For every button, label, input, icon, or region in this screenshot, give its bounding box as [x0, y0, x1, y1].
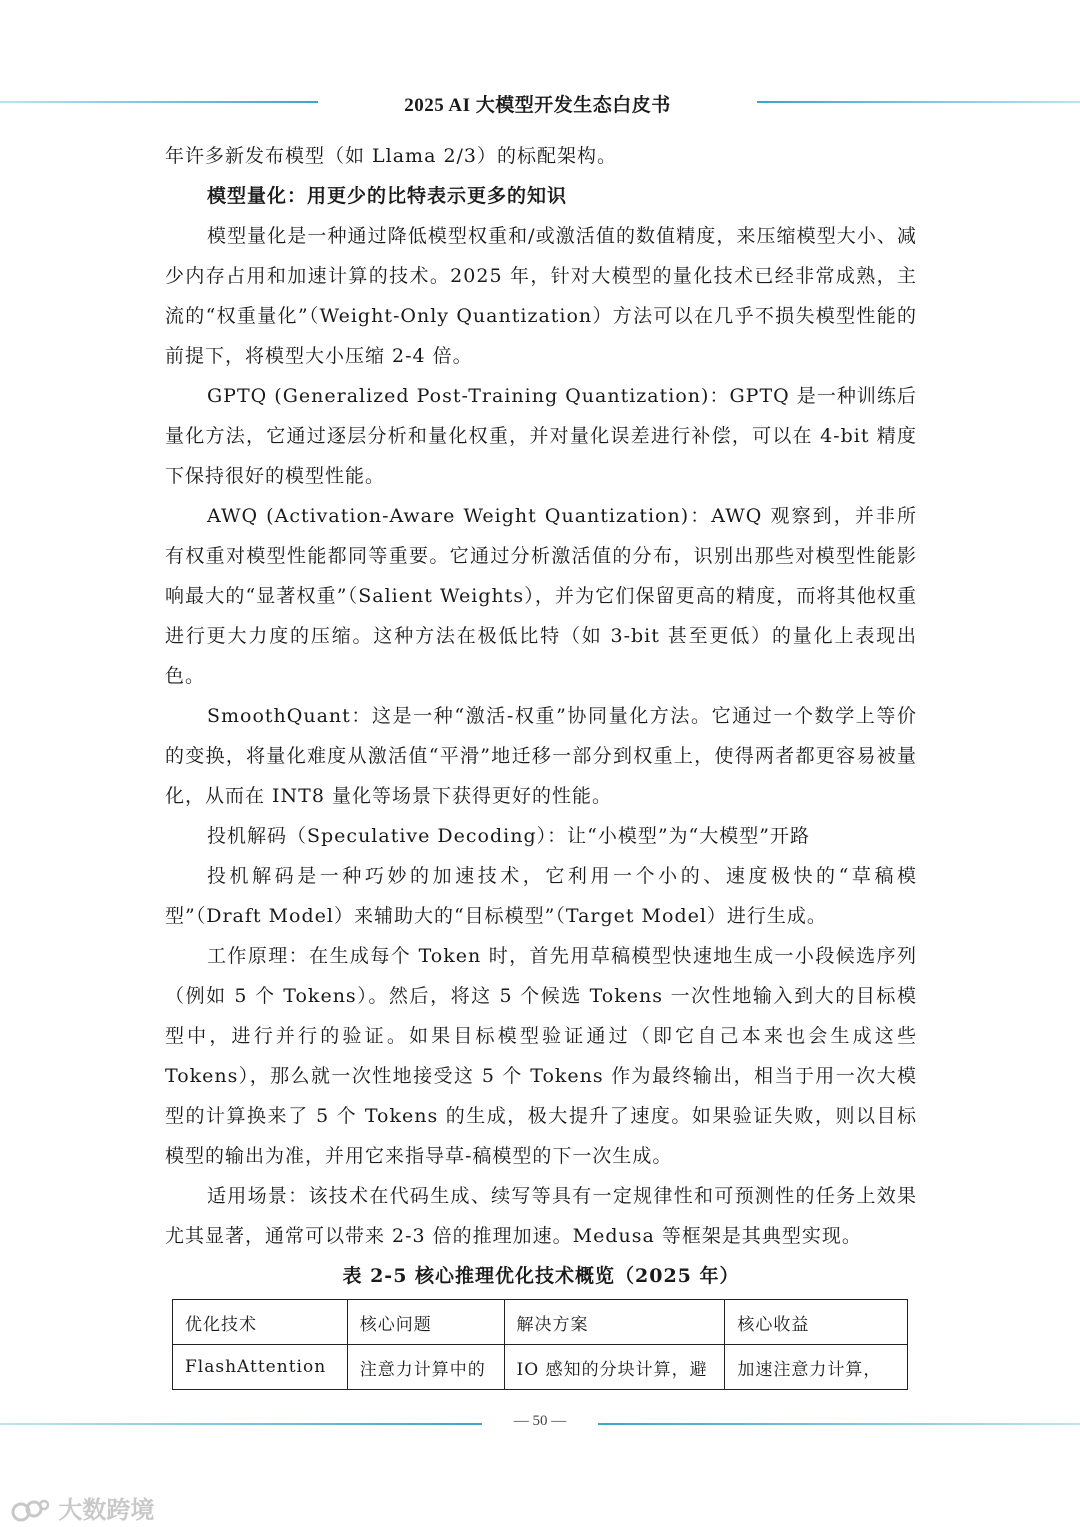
- paragraph-working-principle: 工作原理：在生成每个 Token 时，首先用草稿模型快速地生成一小段候选序列（例如 5 个 Tokens）。然后，将这 5 个候选 Tokens 一次性地输入到大的目标模型中，进行并行的验证。如果目标模型验证通过（即它自己本来也会生成这些 Tokens），那么就一次性地接受这 5 个 Tokens 作为最终输出，相当于用一次大模型的计算换来了 5 个 Tokens 的生成，极大提升了速度。如果验证失败，则以目标模型的输出为准，并用它来指导草-稿模型的下一次生成。: [165, 945, 917, 1167]
- table-cell: 注意力计算中的: [347, 1345, 504, 1390]
- paragraph-quantization-intro: 模型量化是一种通过降低模型权重和/或激活值的数值精度，来压缩模型大小、减少内存占用和加速计算的技术。2025 年，针对大模型的量化技术已经非常成熟，主流的“权重量化”（Weight-Only Quantization）方法可以在几乎不损失模型性能的前提下，将模型大小压缩 2-4 倍。: [165, 225, 917, 367]
- watermark-text: 大数跨境: [58, 1496, 155, 1524]
- table-header-cell: 解决方案: [504, 1300, 725, 1345]
- table-row: [173, 1345, 908, 1390]
- table-cell: 加速注意力计算，: [725, 1345, 908, 1390]
- table-cell: IO 感知的分块计算，避: [504, 1345, 725, 1390]
- header-rule-left: [0, 101, 318, 103]
- table-header-cell: 核心收益: [725, 1300, 908, 1345]
- watermark: [10, 1490, 154, 1525]
- footer-rule-left: [0, 1423, 482, 1425]
- footer-rule-right: [598, 1423, 1080, 1425]
- section-heading-quantization: 模型量化：用更少的比特表示更多的知识: [207, 185, 568, 207]
- optimization-table: [172, 1299, 908, 1390]
- table-caption: 表 2-5 核心推理优化技术概览（2025 年）: [342, 1265, 740, 1287]
- table-cell: FlashAttention: [173, 1345, 348, 1390]
- table-header-row: [173, 1300, 908, 1345]
- paragraph-gptq: GPTQ (Generalized Post-Training Quantization)：GPTQ 是一种训练后量化方法，它通过逐层分析和量化权重，并对量化误差进行补偿，可以在 4-bit 精度下保持很好的模型性能。: [165, 385, 917, 487]
- table-header-cell: 核心问题: [347, 1300, 504, 1345]
- watermark-logo-icon: [10, 1496, 58, 1524]
- paragraph-smoothquant: SmoothQuant：这是一种“激活-权重”协同量化方法。它通过一个数学上等价的变换，将量化难度从激活值“平滑”地迁移一部分到权重上，使得两者都更容易被量化，从而在 INT8 量化等场景下获得更好的性能。: [165, 705, 917, 807]
- table-header-cell: 优化技术: [173, 1300, 348, 1345]
- document-body: [165, 136, 917, 1292]
- paragraph-continuation: 年许多新发布模型（如 Llama 2/3）的标配架构。: [165, 145, 618, 167]
- page-number: — 50 —: [513, 1413, 567, 1429]
- paragraph-speculative-intro: 投机解码是一种巧妙的加速技术，它利用一个小的、速度极快的“草稿模型”（Draft Model）来辅助大的“目标模型”（Target Model）进行生成。: [165, 865, 917, 927]
- header-rule-right: [757, 101, 1080, 103]
- section-heading-speculative: 投机解码（Speculative Decoding）：让“小模型”为“大模型”开路: [207, 825, 810, 847]
- paragraph-use-cases: 适用场景：该技术在代码生成、续写等具有一定规律性和可预测性的任务上效果尤其显著，通常可以带来 2-3 倍的推理加速。Medusa 等框架是其典型实现。: [165, 1185, 917, 1247]
- paragraph-awq: AWQ (Activation-Aware Weight Quantization)：AWQ 观察到，并非所有权重对模型性能都同等重要。它通过分析激活值的分布，识别出那些对模型性能影响最大的“显著权重”（Salient Weights），并为它们保留更高的精度，而将其他权重进行更大力度的压缩。这种方法在极低比特（如 3-bit 甚至更低）的量化上表现出色。: [165, 505, 917, 687]
- page-header-title: 2025 AI 大模型开发生态白皮书: [404, 95, 671, 116]
